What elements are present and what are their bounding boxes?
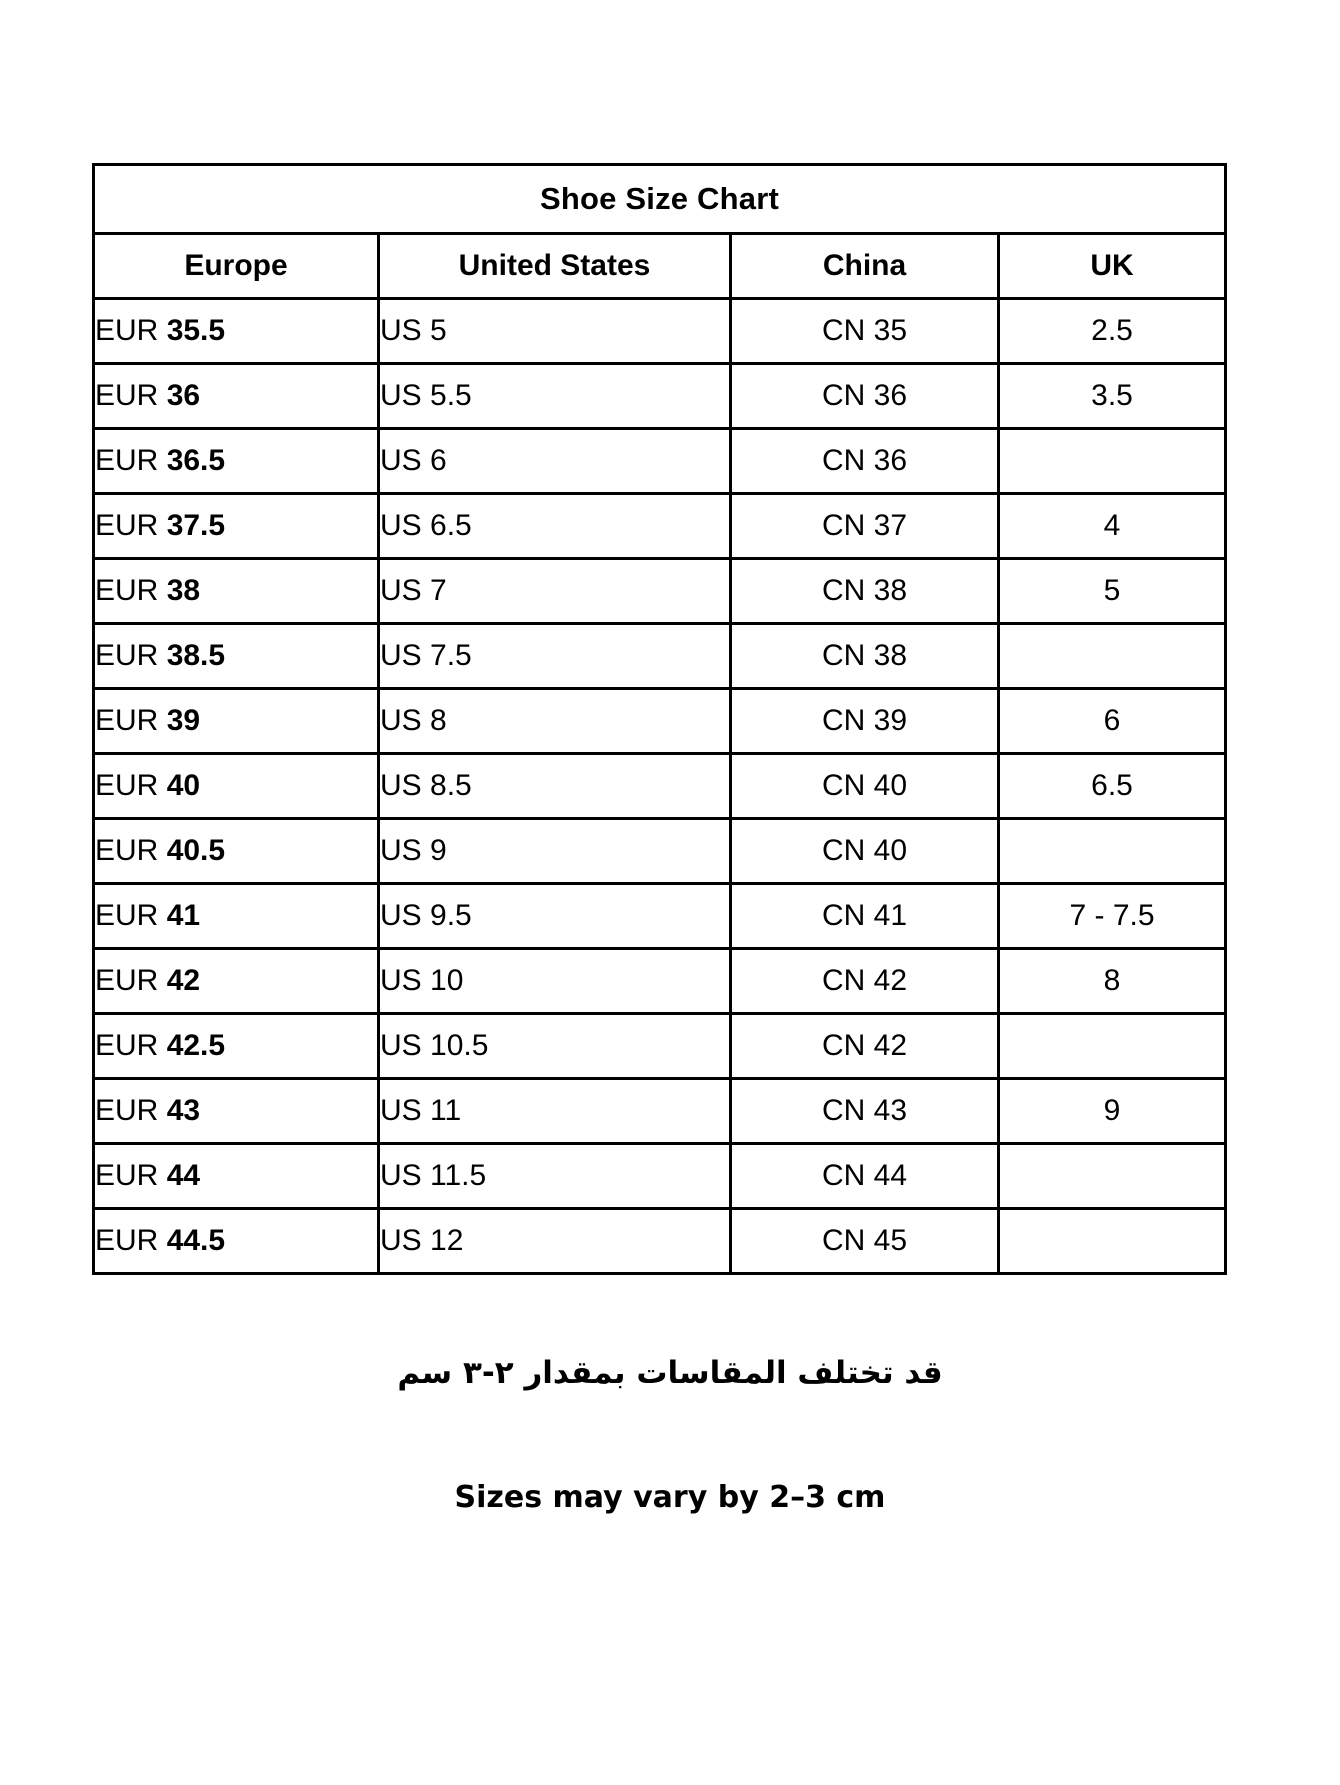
cell-uk: 6	[999, 689, 1226, 754]
table-row	[94, 1014, 1226, 1079]
cell-europe	[94, 1209, 379, 1274]
cell-europe	[94, 1079, 379, 1144]
table-row	[94, 494, 1226, 559]
cell-china	[731, 1079, 999, 1144]
cell-united-states	[379, 429, 731, 494]
europe-prefix: EUR	[95, 314, 159, 347]
cell-europe	[94, 949, 379, 1014]
us-value: 10.5	[430, 1029, 489, 1062]
shoe-size-table	[92, 163, 1227, 1275]
cell-united-states	[379, 494, 731, 559]
europe-prefix: EUR	[95, 574, 159, 607]
table-row	[94, 559, 1226, 624]
cell-china	[731, 689, 999, 754]
europe-value: 39	[166, 704, 201, 737]
china-prefix: CN	[821, 1224, 866, 1257]
cell-china	[731, 1144, 999, 1209]
europe-value: 40.5	[166, 834, 226, 867]
column-header-europe: Europe	[94, 234, 379, 299]
us-value: 7.5	[430, 639, 472, 672]
cell-united-states	[379, 949, 731, 1014]
china-value: 45	[873, 1224, 908, 1257]
us-prefix: US	[380, 1094, 422, 1127]
column-header-china: China	[731, 234, 999, 299]
europe-value: 42.5	[166, 1029, 226, 1062]
us-value: 8	[430, 704, 447, 737]
europe-value: 43	[166, 1094, 201, 1127]
china-value: 40	[873, 834, 908, 867]
china-prefix: CN	[821, 574, 866, 607]
table-row	[94, 1144, 1226, 1209]
us-value: 12	[430, 1224, 464, 1257]
table-body	[94, 299, 1226, 1274]
table-title-row	[94, 165, 1226, 234]
cell-uk: 7 - 7.5	[999, 884, 1226, 949]
china-prefix: CN	[821, 769, 866, 802]
us-prefix: US	[380, 1159, 422, 1192]
us-prefix: US	[380, 834, 422, 867]
cell-europe	[94, 1144, 379, 1209]
table-row	[94, 429, 1226, 494]
europe-value: 44	[166, 1159, 201, 1192]
table-row	[94, 754, 1226, 819]
us-prefix: US	[380, 444, 422, 477]
europe-prefix: EUR	[95, 704, 159, 737]
table-row	[94, 819, 1226, 884]
cell-china	[731, 1014, 999, 1079]
us-prefix: US	[380, 314, 422, 347]
china-prefix: CN	[821, 1029, 866, 1062]
us-prefix: US	[380, 769, 422, 802]
europe-value: 37.5	[166, 509, 226, 542]
cell-united-states	[379, 364, 731, 429]
china-prefix: CN	[821, 509, 866, 542]
cell-europe	[94, 624, 379, 689]
us-value: 5	[430, 314, 447, 347]
china-prefix: CN	[821, 444, 866, 477]
us-value: 7	[430, 574, 447, 607]
europe-value: 44.5	[166, 1224, 226, 1257]
cell-united-states	[379, 1144, 731, 1209]
us-prefix: US	[380, 1029, 422, 1062]
us-prefix: US	[380, 704, 422, 737]
china-prefix: CN	[821, 704, 866, 737]
china-value: 36	[873, 379, 908, 412]
cell-china	[731, 559, 999, 624]
cell-europe	[94, 559, 379, 624]
us-value: 6.5	[430, 509, 472, 542]
cell-china	[731, 364, 999, 429]
cell-uk	[999, 819, 1226, 884]
cell-europe	[94, 299, 379, 364]
note-english: Sizes may vary by 2–3 cm	[454, 1480, 886, 1515]
size-chart-container	[92, 163, 1224, 1275]
table-row	[94, 949, 1226, 1014]
china-value: 38	[873, 639, 908, 672]
china-value: 44	[873, 1159, 908, 1192]
us-value: 8.5	[430, 769, 472, 802]
cell-united-states	[379, 559, 731, 624]
china-value: 37	[873, 509, 908, 542]
table-row	[94, 1209, 1226, 1274]
china-prefix: CN	[821, 314, 866, 347]
cell-europe	[94, 819, 379, 884]
cell-china	[731, 1209, 999, 1274]
cell-china	[731, 949, 999, 1014]
cell-uk: 6.5	[999, 754, 1226, 819]
cell-china	[731, 429, 999, 494]
us-prefix: US	[380, 964, 422, 997]
table-row	[94, 624, 1226, 689]
cell-uk: 8	[999, 949, 1226, 1014]
cell-uk	[999, 1209, 1226, 1274]
china-prefix: CN	[821, 639, 866, 672]
europe-prefix: EUR	[95, 639, 159, 672]
china-prefix: CN	[821, 899, 866, 932]
cell-china	[731, 299, 999, 364]
us-value: 5.5	[430, 379, 472, 412]
china-prefix: CN	[821, 1159, 866, 1192]
cell-europe	[94, 884, 379, 949]
cell-united-states	[379, 299, 731, 364]
cell-uk	[999, 624, 1226, 689]
us-prefix: US	[380, 509, 422, 542]
table-row	[94, 689, 1226, 754]
cell-uk	[999, 1144, 1226, 1209]
china-prefix: CN	[821, 964, 866, 997]
cell-europe	[94, 494, 379, 559]
us-prefix: US	[380, 1224, 422, 1257]
europe-value: 36.5	[166, 444, 226, 477]
europe-prefix: EUR	[95, 964, 159, 997]
china-prefix: CN	[821, 1094, 866, 1127]
cell-europe	[94, 429, 379, 494]
europe-prefix: EUR	[95, 444, 159, 477]
cell-united-states	[379, 884, 731, 949]
us-value: 9	[430, 834, 447, 867]
china-prefix: CN	[821, 379, 866, 412]
table-row	[94, 364, 1226, 429]
europe-prefix: EUR	[95, 509, 159, 542]
cell-united-states	[379, 819, 731, 884]
cell-united-states	[379, 624, 731, 689]
us-prefix: US	[380, 899, 422, 932]
cell-united-states	[379, 689, 731, 754]
europe-value: 42	[166, 964, 201, 997]
cell-china	[731, 754, 999, 819]
europe-prefix: EUR	[95, 899, 159, 932]
cell-uk: 4	[999, 494, 1226, 559]
cell-europe	[94, 689, 379, 754]
cell-china	[731, 819, 999, 884]
cell-china	[731, 624, 999, 689]
cell-europe	[94, 1014, 379, 1079]
cell-united-states	[379, 754, 731, 819]
europe-prefix: EUR	[95, 1224, 159, 1257]
us-prefix: US	[380, 574, 422, 607]
us-value: 11.5	[430, 1159, 487, 1192]
china-value: 41	[873, 899, 908, 932]
europe-value: 35.5	[166, 314, 226, 347]
cell-china	[731, 884, 999, 949]
europe-value: 41	[166, 899, 201, 932]
cell-united-states	[379, 1209, 731, 1274]
cell-united-states	[379, 1079, 731, 1144]
cell-uk: 3.5	[999, 364, 1226, 429]
us-value: 9.5	[430, 899, 472, 932]
europe-value: 38	[166, 574, 201, 607]
us-prefix: US	[380, 379, 422, 412]
china-value: 42	[873, 1029, 908, 1062]
cell-uk	[999, 429, 1226, 494]
china-value: 38	[873, 574, 908, 607]
cell-europe	[94, 754, 379, 819]
europe-prefix: EUR	[95, 769, 159, 802]
us-value: 11	[430, 1094, 462, 1127]
cell-uk	[999, 1014, 1226, 1079]
table-row	[94, 884, 1226, 949]
china-value: 35	[873, 314, 908, 347]
table-row	[94, 1079, 1226, 1144]
note-arabic: قد تختلف المقاسات بمقدار ٢-٣ سم	[397, 1355, 943, 1391]
europe-prefix: EUR	[95, 834, 159, 867]
europe-value: 38.5	[166, 639, 226, 672]
europe-prefix: EUR	[95, 379, 159, 412]
us-value: 10	[430, 964, 464, 997]
table-header-row	[94, 234, 1226, 299]
us-value: 6	[430, 444, 447, 477]
europe-prefix: EUR	[95, 1029, 159, 1062]
cell-uk: 9	[999, 1079, 1226, 1144]
cell-china	[731, 494, 999, 559]
cell-uk: 2.5	[999, 299, 1226, 364]
cell-europe	[94, 364, 379, 429]
chart-title: Shoe Size Chart	[94, 165, 1226, 234]
column-header-united-states: United States	[379, 234, 731, 299]
europe-prefix: EUR	[95, 1094, 159, 1127]
column-header-uk: UK	[999, 234, 1226, 299]
cell-uk: 5	[999, 559, 1226, 624]
us-prefix: US	[380, 639, 422, 672]
china-value: 40	[873, 769, 908, 802]
china-prefix: CN	[821, 834, 866, 867]
europe-prefix: EUR	[95, 1159, 159, 1192]
china-value: 36	[873, 444, 908, 477]
europe-value: 36	[166, 379, 201, 412]
cell-united-states	[379, 1014, 731, 1079]
china-value: 42	[873, 964, 908, 997]
china-value: 39	[873, 704, 908, 737]
table-row	[94, 299, 1226, 364]
china-value: 43	[873, 1094, 908, 1127]
europe-value: 40	[166, 769, 201, 802]
